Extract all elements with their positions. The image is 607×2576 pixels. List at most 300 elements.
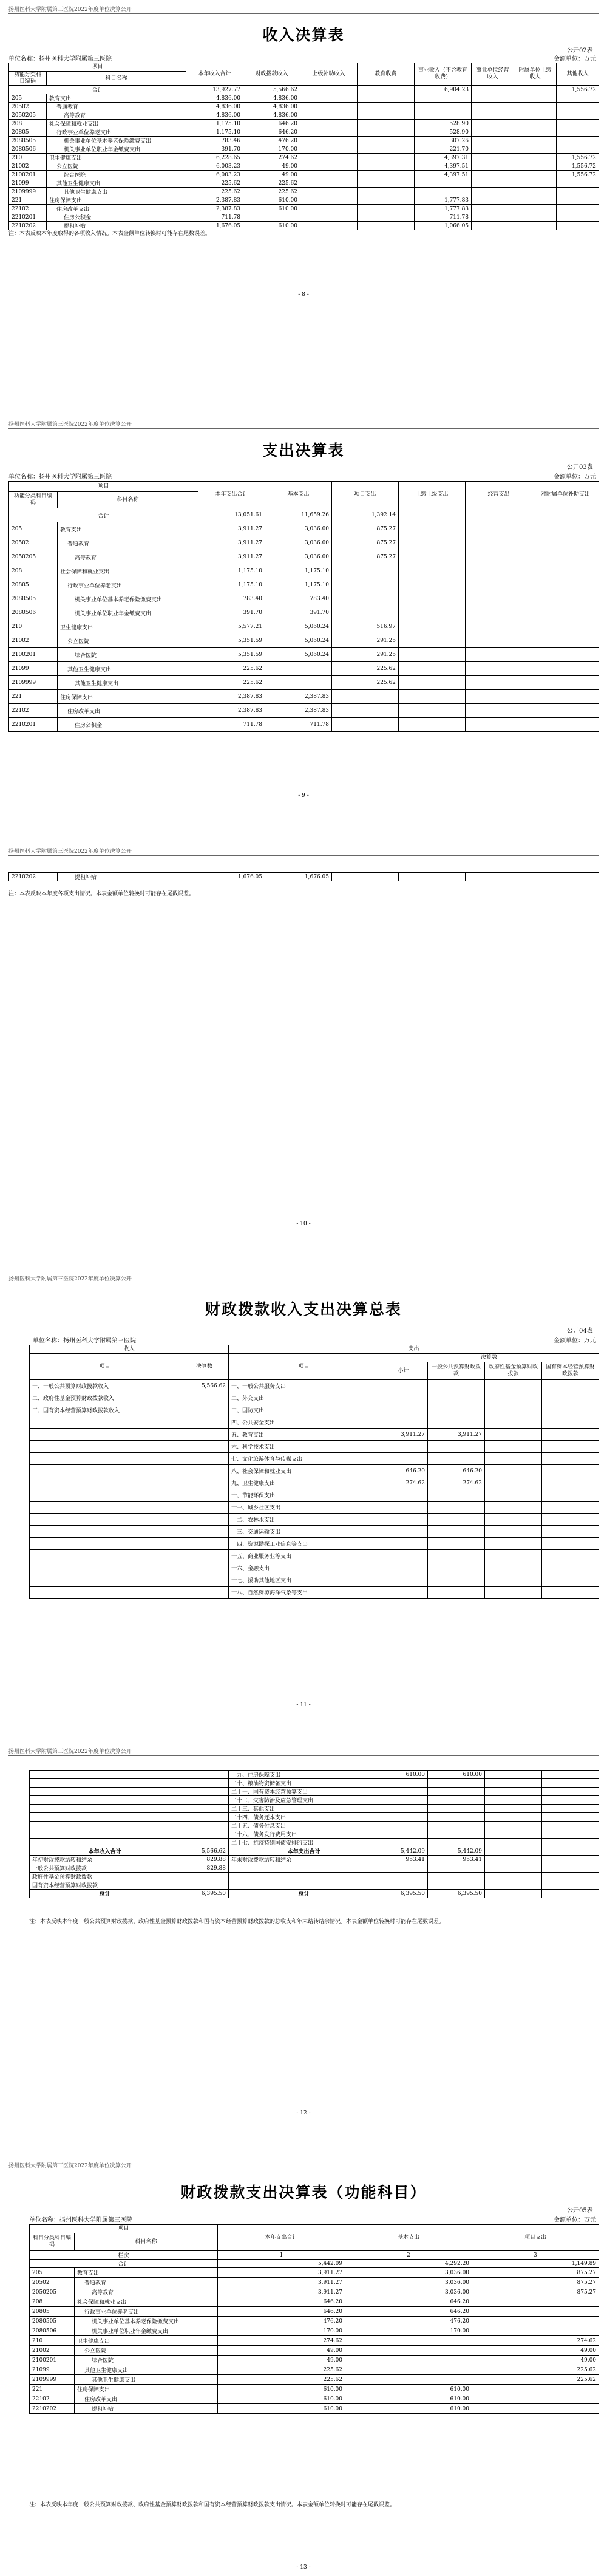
- page-number: - 10 -: [296, 1221, 311, 1227]
- expense-body-continued: [9, 873, 599, 881]
- row-code: 2210202: [9, 222, 47, 230]
- row-name: 公立医院: [47, 162, 186, 171]
- expense-general-budget: [428, 1574, 485, 1587]
- table-row: [30, 1562, 599, 1574]
- row-code: 20502: [9, 536, 58, 550]
- expense-general-budget: [428, 1779, 485, 1788]
- expense-subtotal: [379, 1864, 428, 1873]
- value-cell: [332, 873, 399, 881]
- expense-item: 十九、住房保障支出: [229, 1771, 379, 1779]
- table-row: [30, 2307, 599, 2317]
- row-code: 208: [30, 2297, 75, 2307]
- expense-general-budget: [428, 1392, 485, 1404]
- header-operating-expense: 经营支出: [466, 482, 532, 508]
- row-name: 普通教育: [75, 2278, 218, 2287]
- value-cell: 1,556.72: [557, 154, 599, 162]
- income-amount: [180, 1822, 229, 1830]
- row-name: 提租补贴: [75, 2404, 218, 2414]
- expense-subtotal: [379, 1813, 428, 1822]
- expense-subtotal: [379, 1404, 428, 1416]
- income-amount: [180, 1562, 229, 1574]
- value-cell: 225.62: [186, 179, 243, 188]
- table-row: [30, 1856, 599, 1864]
- value-cell: [399, 690, 466, 704]
- value-cell: [532, 634, 599, 648]
- index-cell: 3: [472, 2251, 599, 2260]
- income-amount: [180, 1429, 229, 1441]
- expense-soe-capital: [542, 1453, 599, 1465]
- row-name: 高等教育: [47, 111, 186, 120]
- row-name: 机关事业单位职业年金缴费支出: [47, 145, 186, 154]
- value-cell: 875.27: [472, 2278, 599, 2287]
- value-cell: 225.62: [243, 179, 300, 188]
- header-expense-item: 项目: [229, 1354, 379, 1380]
- income-amount: 829.88: [180, 1856, 229, 1864]
- value-cell: 6,003.23: [186, 162, 243, 171]
- value-cell: 3,911.27: [218, 2287, 345, 2297]
- table-note: 注：本表反映本年度取得的各项收入情况。本表金额单位转换时可能存在尾数误差。: [8, 231, 211, 237]
- value-cell: [472, 2404, 599, 2414]
- expense-gov-fund: [485, 1856, 542, 1864]
- row-name: 其他卫生健康支出: [47, 179, 186, 188]
- value-cell: [399, 536, 466, 550]
- income-amount: 829.88: [180, 1864, 229, 1873]
- table-row: [30, 2326, 599, 2336]
- expense-item: [229, 1881, 379, 1890]
- value-cell: 610.00: [345, 2394, 472, 2404]
- value-cell: [466, 648, 532, 662]
- expense-item: 十八、自然资源海洋气象等支出: [229, 1587, 379, 1599]
- row-code: 210: [9, 620, 58, 634]
- expense-soe-capital: [542, 1502, 599, 1514]
- header-basic-expense: 基本支出: [345, 2225, 472, 2251]
- fiscal-total-body-continued: [30, 1771, 599, 1898]
- income-amount: [180, 1574, 229, 1587]
- expense-gov-fund: [485, 1574, 542, 1587]
- row-code: 221: [9, 690, 58, 704]
- value-cell: 391.70: [265, 606, 332, 620]
- row-name: 卫生健康支出: [58, 620, 198, 634]
- table-row: [30, 2375, 599, 2385]
- header-affiliated-income: 附属单位上缴收入: [514, 63, 557, 86]
- value-cell: [399, 873, 466, 881]
- expense-item: 十四、资源勘探工业信息等支出: [229, 1538, 379, 1550]
- header-project: 项目: [9, 63, 186, 72]
- table-row: [30, 1429, 599, 1441]
- table-row: [30, 1839, 599, 1847]
- value-cell: 5,566.62: [243, 86, 300, 94]
- expense-soe-capital: [542, 1864, 599, 1873]
- income-amount: 5,566.62: [180, 1847, 229, 1856]
- value-cell: [399, 676, 466, 690]
- table-row: [30, 1587, 599, 1599]
- page-title: 支出决算表: [262, 442, 345, 459]
- expense-item: 七、文化旅游体育与传媒支出: [229, 1453, 379, 1465]
- row-code: 208: [9, 564, 58, 578]
- expense-gov-fund: [485, 1873, 542, 1881]
- table-row: [30, 2268, 599, 2278]
- expense-gov-fund: [485, 1830, 542, 1839]
- table-row: [30, 2287, 599, 2297]
- value-cell: [265, 676, 332, 690]
- expense-soe-capital: [542, 1771, 599, 1779]
- value-cell: 646.20: [218, 2297, 345, 2307]
- table-row: [30, 1822, 599, 1830]
- income-item: [30, 1502, 180, 1514]
- value-cell: 1,556.72: [557, 171, 599, 179]
- expense-item: 二十三、其他支出: [229, 1805, 379, 1813]
- value-cell: 528.90: [415, 120, 472, 128]
- value-cell: 1,175.10: [198, 578, 265, 592]
- expense-table-continued: [8, 872, 599, 881]
- value-cell: [466, 564, 532, 578]
- value-cell: 783.40: [198, 592, 265, 606]
- expense-subtotal: [379, 1453, 428, 1465]
- value-cell: 646.20: [345, 2307, 472, 2317]
- value-cell: 4,836.00: [243, 111, 300, 120]
- header-total-income: 本年收入合计: [186, 63, 243, 86]
- header-code: 功能分类科目编码: [9, 492, 58, 508]
- income-amount: [180, 1771, 229, 1779]
- value-cell: 1,175.10: [186, 128, 243, 137]
- expense-subtotal: [379, 1526, 428, 1538]
- value-cell: [399, 606, 466, 620]
- expense-gov-fund: [485, 1404, 542, 1416]
- row-name: 高等教育: [75, 2287, 218, 2297]
- row-name: 住房改革支出: [58, 704, 198, 718]
- value-cell: [466, 522, 532, 536]
- row-code: 2050205: [9, 111, 47, 120]
- header-project-expense: 项目支出: [332, 482, 399, 508]
- doc-header: 扬州医科大学附属第三医院2022年度单位决算公开: [8, 1749, 132, 1755]
- value-cell: 1,392.14: [332, 508, 399, 522]
- row-code: 2109999: [30, 2375, 75, 2385]
- page-number: - 9 -: [298, 793, 309, 799]
- table-row: [30, 1813, 599, 1822]
- value-cell: 1,556.72: [557, 162, 599, 171]
- form-number: 公开03表: [567, 464, 593, 471]
- row-name: 提租补贴: [58, 873, 198, 881]
- expense-gov-fund: [485, 1881, 542, 1890]
- value-cell: 875.27: [472, 2287, 599, 2297]
- row-name: 综合医院: [47, 171, 186, 179]
- value-cell: 225.62: [198, 662, 265, 676]
- value-cell: 5,351.59: [198, 648, 265, 662]
- row-name: 公立医院: [75, 2346, 218, 2356]
- expense-item: 本年支出合计: [229, 1847, 379, 1856]
- income-item: [30, 1489, 180, 1502]
- expense-table: [8, 481, 599, 732]
- expense-item: 六、科学技术支出: [229, 1441, 379, 1453]
- value-cell: [472, 2326, 599, 2336]
- header-project: 项目: [30, 2225, 218, 2233]
- row-name: 普通教育: [47, 103, 186, 111]
- expense-soe-capital: [542, 1477, 599, 1489]
- expense-soe-capital: [542, 1550, 599, 1562]
- expense-general-budget: [428, 1881, 485, 1890]
- value-cell: 49.00: [218, 2356, 345, 2365]
- table-row: [30, 1788, 599, 1796]
- value-cell: 274.62: [243, 154, 300, 162]
- header-soe-capital: 国有资本经营预算财政拨款: [542, 1362, 599, 1380]
- expense-subtotal: [379, 1392, 428, 1404]
- income-item: [30, 1416, 180, 1429]
- header-project: 项目: [9, 482, 198, 492]
- value-cell: [532, 676, 599, 690]
- row-name: 合计: [9, 508, 198, 522]
- expense-soe-capital: [542, 1380, 599, 1392]
- value-cell: 6,904.23: [415, 86, 472, 94]
- table-row: [30, 1864, 599, 1873]
- expense-general-budget: 953.41: [428, 1856, 485, 1864]
- value-cell: [332, 592, 399, 606]
- income-item: [30, 1550, 180, 1562]
- table-row: [30, 2336, 599, 2346]
- row-code: 20805: [9, 128, 47, 137]
- value-cell: 610.00: [218, 2404, 345, 2414]
- row-code: 2210201: [9, 718, 58, 732]
- row-name: 机关事业单位基本养老保险缴费支出: [75, 2317, 218, 2326]
- table-row: [30, 1779, 599, 1788]
- total-cell: 5,442.09: [218, 2260, 345, 2268]
- expense-general-budget: [428, 1864, 485, 1873]
- income-item: [30, 1441, 180, 1453]
- table-row: [9, 592, 599, 606]
- table-row: [30, 1890, 599, 1898]
- expense-soe-capital: [542, 1465, 599, 1477]
- value-cell: [399, 592, 466, 606]
- expense-soe-capital: [542, 1830, 599, 1839]
- value-cell: [345, 2356, 472, 2365]
- expense-item: 二十六、债务发行费用支出: [229, 1830, 379, 1839]
- value-cell: [466, 536, 532, 550]
- income-item: [30, 1813, 180, 1822]
- index-cell: 2: [345, 2251, 472, 2260]
- table-row: [9, 634, 599, 648]
- income-item: [30, 1779, 180, 1788]
- value-cell: 610.00: [218, 2385, 345, 2394]
- expense-soe-capital: [542, 1416, 599, 1429]
- fiscal-total-table: [29, 1345, 599, 1599]
- table-row: [9, 536, 599, 550]
- expense-item: 总计: [229, 1890, 379, 1898]
- expense-item: 二十、粮油物资储备支出: [229, 1779, 379, 1788]
- income-item: [30, 1796, 180, 1805]
- expense-subtotal: [379, 1839, 428, 1847]
- income-item: [30, 1839, 180, 1847]
- table-row: [30, 1489, 599, 1502]
- header-basic-expense: 基本支出: [265, 482, 332, 508]
- expense-subtotal: 5,442.09: [379, 1847, 428, 1856]
- expense-general-budget: [428, 1489, 485, 1502]
- currency-unit: 金额单位：万元: [554, 2217, 596, 2224]
- value-cell: [399, 522, 466, 536]
- expense-general-budget: [428, 1796, 485, 1805]
- value-cell: 225.62: [332, 676, 399, 690]
- table-row: [30, 1538, 599, 1550]
- value-cell: 528.90: [415, 128, 472, 137]
- header-superior-subsidy: 上级补助收入: [300, 63, 358, 86]
- income-item: [30, 1465, 180, 1477]
- value-cell: [466, 662, 532, 676]
- expense-subtotal: [379, 1538, 428, 1550]
- expense-subtotal: [379, 1881, 428, 1890]
- income-amount: [180, 1796, 229, 1805]
- table-row: [30, 2404, 599, 2414]
- income-amount: [180, 1813, 229, 1822]
- header-code: 功能分类科目编码: [9, 72, 47, 86]
- value-cell: [345, 2375, 472, 2385]
- value-cell: [332, 718, 399, 732]
- row-code: 20502: [9, 103, 47, 111]
- row-name: 综合医院: [75, 2356, 218, 2365]
- expense-general-budget: [428, 1502, 485, 1514]
- value-cell: 610.00: [243, 222, 300, 230]
- row-name: 行政事业单位养老支出: [47, 128, 186, 137]
- value-cell: [532, 522, 599, 536]
- page-title: 收入决算表: [262, 26, 345, 44]
- expense-subtotal: [379, 1822, 428, 1830]
- expense-item: 三、国防支出: [229, 1404, 379, 1416]
- index-label: 栏次: [30, 2251, 218, 2260]
- table-row: [30, 1526, 599, 1538]
- value-cell: 1,676.05: [186, 222, 243, 230]
- header-subtotal: 小计: [379, 1362, 428, 1380]
- income-item: [30, 1805, 180, 1813]
- value-cell: 170.00: [345, 2326, 472, 2336]
- income-item: 总计: [30, 1890, 180, 1898]
- value-cell: 2,387.83: [186, 205, 243, 213]
- value-cell: 3,036.00: [265, 522, 332, 536]
- expense-soe-capital: [542, 1562, 599, 1574]
- expense-gov-fund: [485, 1392, 542, 1404]
- row-name: 教育支出: [47, 94, 186, 103]
- row-code: 2080505: [9, 592, 58, 606]
- row-name: 机关事业单位职业年金缴费支出: [58, 606, 198, 620]
- value-cell: 274.62: [218, 2336, 345, 2346]
- value-cell: [532, 578, 599, 592]
- table-row: [9, 564, 599, 578]
- income-amount: [180, 1416, 229, 1429]
- value-cell: [466, 508, 532, 522]
- expense-gov-fund: [485, 1416, 542, 1429]
- income-item: [30, 1587, 180, 1599]
- value-cell: [472, 2385, 599, 2394]
- currency-unit: 金额单位：万元: [554, 56, 596, 63]
- total-cell: 4,292.20: [345, 2260, 472, 2268]
- value-cell: [532, 564, 599, 578]
- row-code: 21002: [30, 2346, 75, 2356]
- table-row: [30, 1830, 599, 1839]
- form-number: 公开02表: [567, 47, 593, 54]
- expense-subtotal: [379, 1441, 428, 1453]
- row-name: 其他卫生健康支出: [47, 188, 186, 196]
- table-row: [30, 2297, 599, 2307]
- income-amount: [180, 1538, 229, 1550]
- value-cell: [332, 704, 399, 718]
- value-cell: [345, 2336, 472, 2346]
- value-cell: [399, 508, 466, 522]
- expense-subtotal: [379, 1502, 428, 1514]
- value-cell: 13,051.61: [198, 508, 265, 522]
- income-amount: [180, 1465, 229, 1477]
- expense-general-budget: [428, 1514, 485, 1526]
- row-name: 普通教育: [58, 536, 198, 550]
- table-note: 注：本表反映本年度一般公共预算财政拨款、政府性基金预算财政拨款和国有资本经营预算财政拨款的总收支和年末结转结余情况。本表金额单位转换时可能存在尾数误差。: [29, 1919, 445, 1925]
- expense-item: 二、外交支出: [229, 1392, 379, 1404]
- value-cell: 3,911.27: [198, 536, 265, 550]
- row-name: 社会保障和就业支出: [75, 2297, 218, 2307]
- expense-soe-capital: [542, 1441, 599, 1453]
- expense-subtotal: 610.00: [379, 1771, 428, 1779]
- doc-header: 扬州医科大学附属第三医院2022年度单位决算公开: [8, 7, 132, 13]
- expense-general-budget: 274.62: [428, 1477, 485, 1489]
- row-code: 21099: [30, 2365, 75, 2375]
- expense-subtotal: [379, 1514, 428, 1526]
- value-cell: 3,036.00: [345, 2278, 472, 2287]
- form-number: 公开04表: [567, 1328, 593, 1334]
- expense-item: 十六、金融支出: [229, 1562, 379, 1574]
- expense-gov-fund: [485, 1489, 542, 1502]
- row-name: 教育支出: [58, 522, 198, 536]
- page-number: - 8 -: [298, 292, 309, 298]
- value-cell: 291.25: [332, 634, 399, 648]
- expense-general-budget: [428, 1526, 485, 1538]
- doc-header: 扬州医科大学附属第三医院2022年度单位决算公开: [8, 2163, 132, 2169]
- income-item: [30, 1574, 180, 1587]
- table-row: [30, 1847, 599, 1856]
- value-cell: 3,036.00: [265, 550, 332, 564]
- expense-gov-fund: [485, 1847, 542, 1856]
- value-cell: 170.00: [243, 145, 300, 154]
- income-item: 年初财政拨款结转和结余: [30, 1856, 180, 1864]
- table-row: [30, 1881, 599, 1890]
- income-amount: [180, 1477, 229, 1489]
- income-item: [30, 1562, 180, 1574]
- expense-soe-capital: [542, 1788, 599, 1796]
- expense-item: 十、节能环保支出: [229, 1489, 379, 1502]
- value-cell: 4,397.51: [415, 162, 472, 171]
- income-item: [30, 1477, 180, 1489]
- row-code: 21099: [9, 179, 47, 188]
- row-name: 卫生健康支出: [47, 154, 186, 162]
- expense-page: [0, 0, 607, 1227]
- expense-general-budget: [428, 1538, 485, 1550]
- row-code: 205: [9, 94, 47, 103]
- income-item: [30, 1771, 180, 1779]
- value-cell: 5,060.24: [265, 648, 332, 662]
- expense-general-budget: 5,442.09: [428, 1847, 485, 1856]
- expense-item: 二十一、国有资本经营预算支出: [229, 1788, 379, 1796]
- value-cell: 646.20: [345, 2297, 472, 2307]
- expense-soe-capital: [542, 1538, 599, 1550]
- expense-general-budget: 610.00: [428, 1771, 485, 1779]
- value-cell: 2,387.83: [265, 704, 332, 718]
- value-cell: 225.62: [198, 676, 265, 690]
- table-row: [9, 662, 599, 676]
- row-code: 2210201: [9, 213, 47, 222]
- row-code: 2210202: [9, 873, 58, 881]
- row-name: 其他卫生健康支出: [75, 2375, 218, 2385]
- row-code: 208: [9, 120, 47, 128]
- expense-subtotal: [379, 1550, 428, 1562]
- income-amount: [180, 1526, 229, 1538]
- expense-subtotal: 953.41: [379, 1856, 428, 1864]
- value-cell: 476.20: [243, 137, 300, 145]
- expense-general-budget: [428, 1822, 485, 1830]
- header-expense: 支出: [229, 1345, 599, 1354]
- header-income-item: 项目: [30, 1354, 180, 1380]
